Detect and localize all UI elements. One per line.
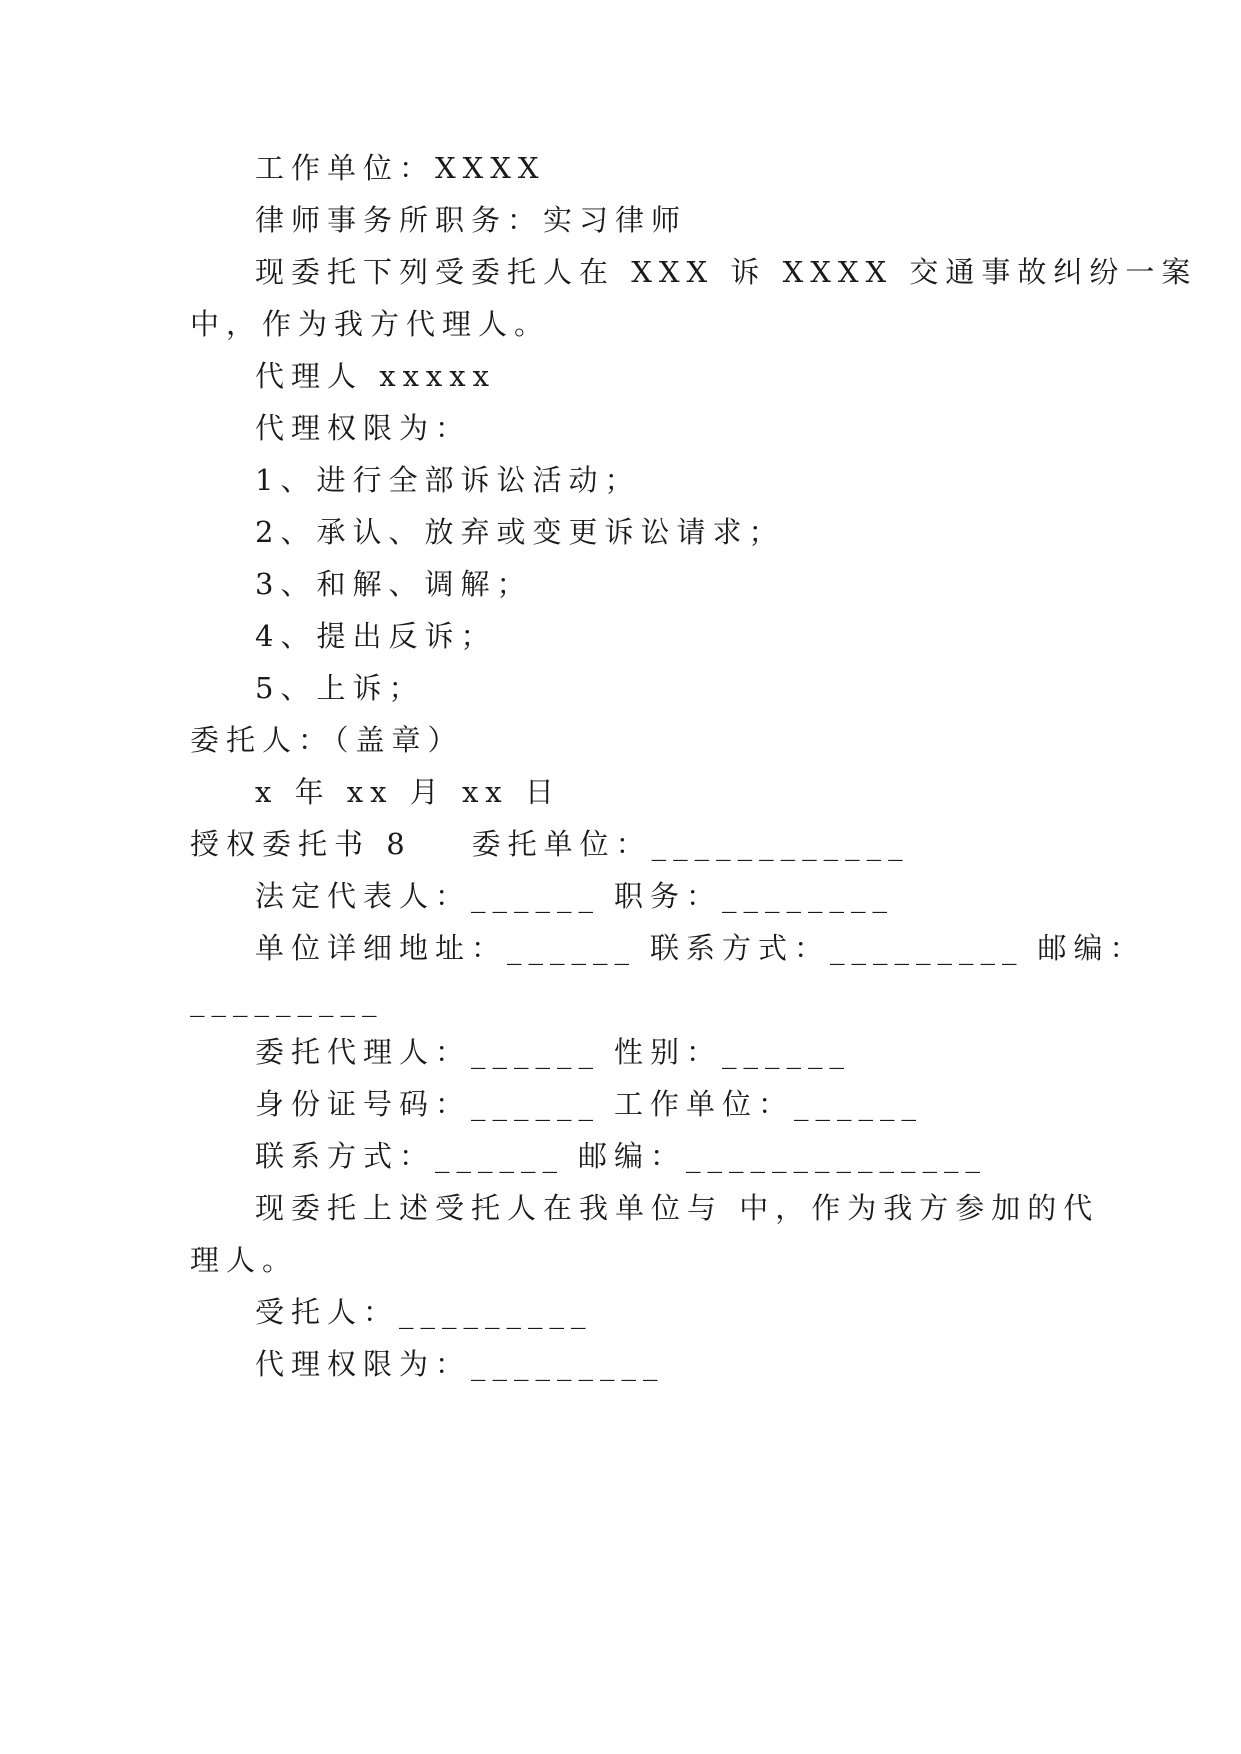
id-line [255, 1086, 923, 1122]
date-line: x 年 xx 月 xx 日 [255, 775, 561, 809]
agent-field: 委托代理人：______ [255, 1035, 601, 1069]
principal-seal-line: 委托人：（盖章） [190, 723, 464, 757]
agent-info-line [255, 1034, 851, 1070]
authority-item-4: 4、提出反诉； [255, 619, 497, 653]
agent-line: 代理人 xxxxx [255, 359, 496, 393]
entrust-statement-line1: 现委托上述受托人在我单位与 中，作为我方参加的代 [255, 1191, 1100, 1225]
zip2-field: 邮编：______________ [578, 1139, 988, 1173]
authority-heading: 代理权限为： [255, 411, 472, 445]
authority-item-5: 5、上诉； [255, 671, 425, 705]
work-unit-line: 工作单位：XXXX [255, 151, 546, 185]
authority-item-1: 1、进行全部诉讼活动； [255, 463, 641, 497]
section8-title: 授权委托书 8 [190, 827, 412, 861]
legal-rep-line [255, 878, 894, 914]
zip-blank: _________ [190, 983, 384, 1017]
duty-field: 职务：________ [614, 879, 895, 913]
entrust-statement-line2: 理人。 [190, 1243, 299, 1277]
work-unit-field: 工作单位：______ [614, 1087, 924, 1121]
gender-field: 性别：______ [614, 1035, 852, 1069]
contact-line [255, 1138, 987, 1174]
entrust-paragraph-line1: 现委托下列受委托人在 XXX 诉 XXXX 交通事故纠纷一案 [255, 255, 1198, 289]
authority-item-2: 2、承认、放弃或变更诉讼请求； [255, 515, 785, 549]
address-line [255, 930, 1146, 966]
contact2-field: 联系方式：______ [255, 1139, 565, 1173]
section8-header-line [190, 826, 910, 862]
scope-field: 代理权限为：_________ [255, 1347, 665, 1381]
zip-label: 邮编： [1037, 931, 1146, 965]
id-number-field: 身份证号码：______ [255, 1087, 601, 1121]
entrusting-unit-field: 委托单位：____________ [471, 827, 910, 861]
trustee-field: 受托人：_________ [255, 1295, 593, 1329]
authority-item-3: 3、和解、调解； [255, 567, 533, 601]
entrust-paragraph-line2: 中，作为我方代理人。 [190, 307, 551, 341]
legal-rep-field: 法定代表人：______ [255, 879, 601, 913]
contact-field: 联系方式：_________ [650, 931, 1024, 965]
address-field: 单位详细地址：______ [255, 931, 637, 965]
firm-position-line: 律师事务所职务：实习律师 [255, 203, 688, 237]
